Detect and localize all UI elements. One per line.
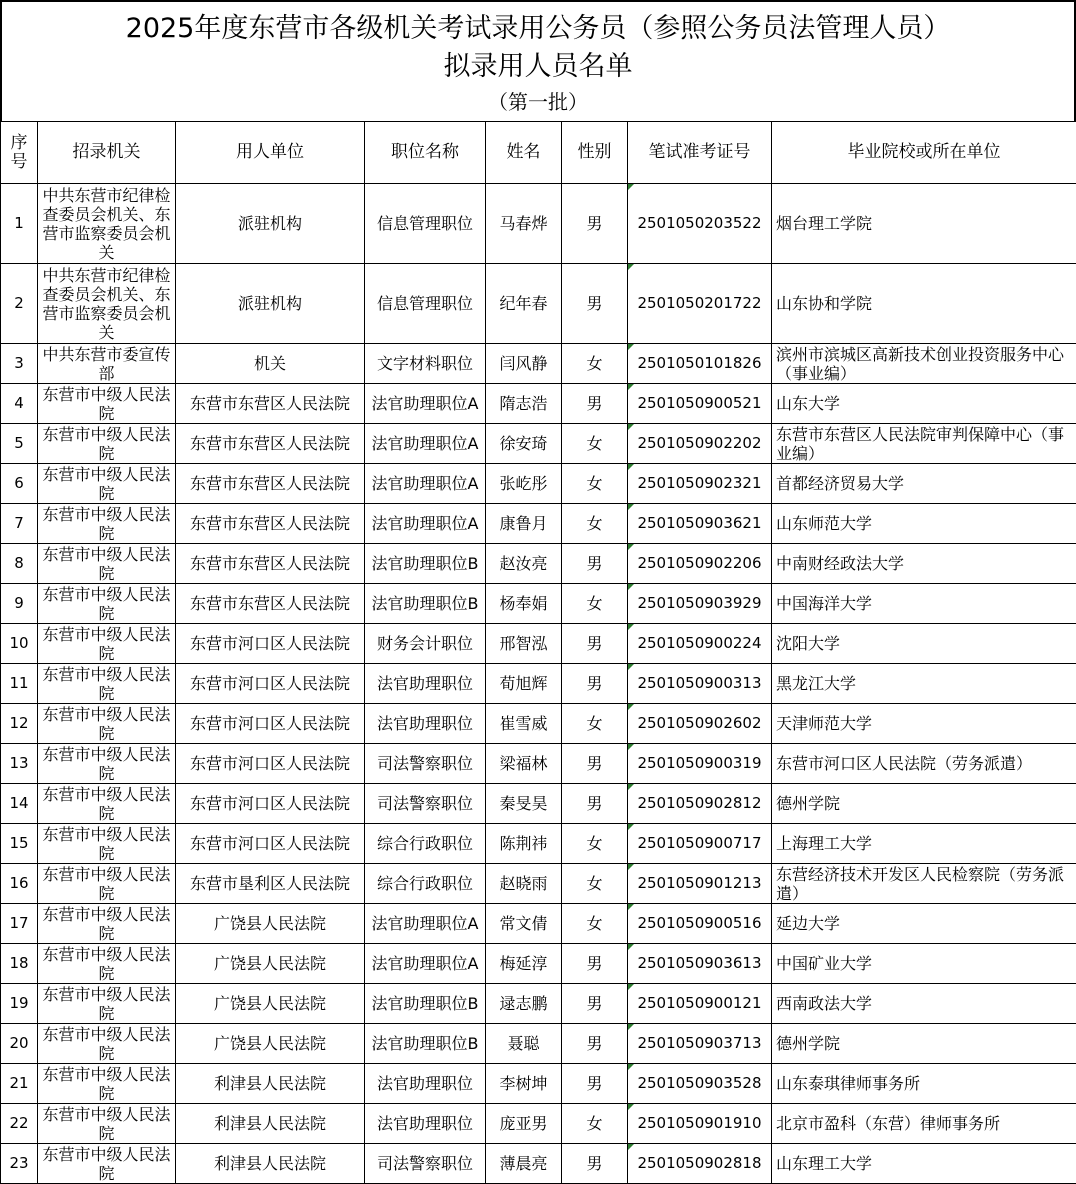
cell-school: 天津师范大学 xyxy=(772,704,1076,744)
cell-unit: 机关 xyxy=(176,344,365,384)
cell-gender: 男 xyxy=(562,984,628,1024)
cell-name: 马春烨 xyxy=(486,184,562,264)
table-row xyxy=(1,944,1076,984)
table-row xyxy=(1,824,1076,864)
cell-unit: 东营市东营区人民法院 xyxy=(176,584,365,624)
cell-gender: 男 xyxy=(562,664,628,704)
cell-position: 财务会计职位 xyxy=(365,624,486,664)
cell-position: 司法警察职位 xyxy=(365,744,486,784)
cell-no: 18 xyxy=(1,944,38,984)
table-row xyxy=(1,544,1076,584)
cell-position: 法官助理职位A xyxy=(365,944,486,984)
cell-exam-id: 2501050902321 xyxy=(628,464,772,504)
cell-agency: 东营市中级人民法院 xyxy=(38,424,176,464)
cell-name: 隋志浩 xyxy=(486,384,562,424)
cell-unit: 东营市河口区人民法院 xyxy=(176,784,365,824)
cell-no: 13 xyxy=(1,744,38,784)
table-row xyxy=(1,1144,1076,1184)
cell-agency: 东营市中级人民法院 xyxy=(38,744,176,784)
cell-name: 荀旭辉 xyxy=(486,664,562,704)
cell-unit: 东营市河口区人民法院 xyxy=(176,744,365,784)
table-row xyxy=(1,904,1076,944)
cell-no: 6 xyxy=(1,464,38,504)
cell-position: 综合行政职位 xyxy=(365,824,486,864)
table-row xyxy=(1,504,1076,544)
cell-position: 法官助理职位A xyxy=(365,384,486,424)
cell-school: 中国海洋大学 xyxy=(772,584,1076,624)
cell-gender: 女 xyxy=(562,1104,628,1144)
cell-name: 梁福林 xyxy=(486,744,562,784)
header-exam-id: 笔试准考证号 xyxy=(628,122,772,184)
cell-exam-id: 2501050903929 xyxy=(628,584,772,624)
cell-gender: 男 xyxy=(562,944,628,984)
cell-name: 秦旻昊 xyxy=(486,784,562,824)
cell-position: 司法警察职位 xyxy=(365,1144,486,1184)
cell-position: 法官助理职位B xyxy=(365,584,486,624)
cell-name: 纪年春 xyxy=(486,264,562,344)
cell-gender: 男 xyxy=(562,1024,628,1064)
cell-agency: 东营市中级人民法院 xyxy=(38,544,176,584)
cell-exam-id: 2501050101826 xyxy=(628,344,772,384)
cell-position: 信息管理职位 xyxy=(365,184,486,264)
cell-no: 4 xyxy=(1,384,38,424)
header-name: 姓名 xyxy=(486,122,562,184)
table-row xyxy=(1,664,1076,704)
cell-no: 8 xyxy=(1,544,38,584)
cell-name: 闫风静 xyxy=(486,344,562,384)
cell-gender: 女 xyxy=(562,584,628,624)
cell-position: 法官助理职位A xyxy=(365,424,486,464)
cell-school: 沈阳大学 xyxy=(772,624,1076,664)
cell-gender: 男 xyxy=(562,744,628,784)
cell-school: 德州学院 xyxy=(772,784,1076,824)
cell-gender: 男 xyxy=(562,264,628,344)
cell-no: 20 xyxy=(1,1024,38,1064)
table-row xyxy=(1,704,1076,744)
cell-name: 康鲁月 xyxy=(486,504,562,544)
cell-no: 16 xyxy=(1,864,38,904)
cell-no: 15 xyxy=(1,824,38,864)
cell-name: 杨奉娟 xyxy=(486,584,562,624)
cell-unit: 广饶县人民法院 xyxy=(176,904,365,944)
cell-unit: 东营市河口区人民法院 xyxy=(176,624,365,664)
cell-no: 1 xyxy=(1,184,38,264)
cell-unit: 东营市东营区人民法院 xyxy=(176,504,365,544)
cell-gender: 男 xyxy=(562,784,628,824)
cell-position: 法官助理职位B xyxy=(365,1024,486,1064)
cell-gender: 男 xyxy=(562,544,628,584)
cell-school: 山东师范大学 xyxy=(772,504,1076,544)
table-body xyxy=(1,184,1076,1184)
title-block xyxy=(0,0,1076,122)
cell-agency: 中共东营市纪律检查委员会机关、东营市监察委员会机关 xyxy=(38,264,176,344)
table-row xyxy=(1,344,1076,384)
cell-no: 5 xyxy=(1,424,38,464)
cell-unit: 东营市东营区人民法院 xyxy=(176,464,365,504)
cell-gender: 男 xyxy=(562,1144,628,1184)
cell-unit: 利津县人民法院 xyxy=(176,1144,365,1184)
cell-exam-id: 2501050903621 xyxy=(628,504,772,544)
cell-gender: 女 xyxy=(562,464,628,504)
cell-gender: 男 xyxy=(562,1064,628,1104)
cell-unit: 派驻机构 xyxy=(176,184,365,264)
cell-agency: 东营市中级人民法院 xyxy=(38,704,176,744)
header-position: 职位名称 xyxy=(365,122,486,184)
cell-school: 山东理工大学 xyxy=(772,1144,1076,1184)
cell-position: 综合行政职位 xyxy=(365,864,486,904)
cell-school: 德州学院 xyxy=(772,1024,1076,1064)
cell-school: 西南政法大学 xyxy=(772,984,1076,1024)
cell-no: 11 xyxy=(1,664,38,704)
cell-school: 东营经济技术开发区人民检察院（劳务派遣） xyxy=(772,864,1076,904)
cell-unit: 东营市东营区人民法院 xyxy=(176,384,365,424)
cell-agency: 东营市中级人民法院 xyxy=(38,1064,176,1104)
table-row xyxy=(1,264,1076,344)
cell-school: 中南财经政法大学 xyxy=(772,544,1076,584)
cell-no: 2 xyxy=(1,264,38,344)
cell-exam-id: 2501050900224 xyxy=(628,624,772,664)
table-row xyxy=(1,464,1076,504)
cell-position: 信息管理职位 xyxy=(365,264,486,344)
cell-unit: 东营市垦利区人民法院 xyxy=(176,864,365,904)
cell-exam-id: 2501050901213 xyxy=(628,864,772,904)
table-row xyxy=(1,1104,1076,1144)
cell-position: 法官助理职位A xyxy=(365,904,486,944)
cell-name: 常文倩 xyxy=(486,904,562,944)
table-row xyxy=(1,424,1076,464)
header-no-label: 序号 xyxy=(11,133,28,172)
table-row xyxy=(1,1024,1076,1064)
cell-no: 22 xyxy=(1,1104,38,1144)
cell-name: 张屹彤 xyxy=(486,464,562,504)
batch-label: （第一批） xyxy=(2,89,1074,115)
cell-school: 黑龙江大学 xyxy=(772,664,1076,704)
cell-position: 文字材料职位 xyxy=(365,344,486,384)
cell-position: 法官助理职位 xyxy=(365,704,486,744)
cell-exam-id: 2501050903613 xyxy=(628,944,772,984)
header-unit: 用人单位 xyxy=(176,122,365,184)
cell-agency: 东营市中级人民法院 xyxy=(38,1104,176,1144)
cell-name: 薄晨亮 xyxy=(486,1144,562,1184)
cell-agency: 东营市中级人民法院 xyxy=(38,664,176,704)
cell-school: 东营市河口区人民法院（劳务派遣） xyxy=(772,744,1076,784)
cell-gender: 女 xyxy=(562,704,628,744)
cell-gender: 女 xyxy=(562,904,628,944)
cell-exam-id: 2501050900717 xyxy=(628,824,772,864)
cell-agency: 东营市中级人民法院 xyxy=(38,944,176,984)
cell-agency: 东营市中级人民法院 xyxy=(38,824,176,864)
cell-gender: 女 xyxy=(562,424,628,464)
cell-name: 逯志鹏 xyxy=(486,984,562,1024)
cell-unit: 广饶县人民法院 xyxy=(176,984,365,1024)
cell-agency: 中共东营市纪律检查委员会机关、东营市监察委员会机关 xyxy=(38,184,176,264)
cell-school: 烟台理工学院 xyxy=(772,184,1076,264)
cell-position: 法官助理职位 xyxy=(365,664,486,704)
cell-position: 法官助理职位B xyxy=(365,984,486,1024)
cell-name: 赵汝亮 xyxy=(486,544,562,584)
cell-exam-id: 2501050901910 xyxy=(628,1104,772,1144)
cell-agency: 东营市中级人民法院 xyxy=(38,584,176,624)
cell-exam-id: 2501050203522 xyxy=(628,184,772,264)
cell-unit: 派驻机构 xyxy=(176,264,365,344)
cell-gender: 女 xyxy=(562,344,628,384)
cell-school: 东营市东营区人民法院审判保障中心（事业编） xyxy=(772,424,1076,464)
cell-no: 3 xyxy=(1,344,38,384)
cell-no: 17 xyxy=(1,904,38,944)
cell-school: 首都经济贸易大学 xyxy=(772,464,1076,504)
cell-position: 法官助理职位 xyxy=(365,1064,486,1104)
cell-unit: 东营市东营区人民法院 xyxy=(176,424,365,464)
cell-school: 山东协和学院 xyxy=(772,264,1076,344)
cell-position: 司法警察职位 xyxy=(365,784,486,824)
cell-agency: 东营市中级人民法院 xyxy=(38,464,176,504)
cell-name: 庞亚男 xyxy=(486,1104,562,1144)
cell-exam-id: 2501050900121 xyxy=(628,984,772,1024)
cell-school: 山东大学 xyxy=(772,384,1076,424)
cell-name: 陈荆祎 xyxy=(486,824,562,864)
document-title: 2025年度东营市各级机关考试录用公务员（参照公务员法管理人员） xyxy=(2,12,1074,46)
cell-gender: 男 xyxy=(562,624,628,664)
cell-no: 9 xyxy=(1,584,38,624)
cell-name: 李树坤 xyxy=(486,1064,562,1104)
cell-agency: 东营市中级人民法院 xyxy=(38,1024,176,1064)
cell-agency: 东营市中级人民法院 xyxy=(38,384,176,424)
cell-exam-id: 2501050902812 xyxy=(628,784,772,824)
header-no xyxy=(1,122,38,184)
table-row xyxy=(1,184,1076,264)
cell-unit: 东营市河口区人民法院 xyxy=(176,824,365,864)
cell-no: 14 xyxy=(1,784,38,824)
cell-agency: 东营市中级人民法院 xyxy=(38,984,176,1024)
cell-no: 21 xyxy=(1,1064,38,1104)
cell-exam-id: 2501050902818 xyxy=(628,1144,772,1184)
cell-name: 聂聪 xyxy=(486,1024,562,1064)
cell-position: 法官助理职位A xyxy=(365,504,486,544)
cell-unit: 广饶县人民法院 xyxy=(176,944,365,984)
cell-school: 上海理工大学 xyxy=(772,824,1076,864)
cell-no: 12 xyxy=(1,704,38,744)
header-agency: 招录机关 xyxy=(38,122,176,184)
cell-exam-id: 2501050900319 xyxy=(628,744,772,784)
cell-gender: 女 xyxy=(562,824,628,864)
cell-gender: 女 xyxy=(562,864,628,904)
cell-exam-id: 2501050900521 xyxy=(628,384,772,424)
cell-position: 法官助理职位B xyxy=(365,544,486,584)
cell-exam-id: 2501050902206 xyxy=(628,544,772,584)
cell-gender: 女 xyxy=(562,504,628,544)
cell-unit: 利津县人民法院 xyxy=(176,1104,365,1144)
header-school: 毕业院校或所在单位 xyxy=(772,122,1076,184)
table-row xyxy=(1,864,1076,904)
cell-unit: 利津县人民法院 xyxy=(176,1064,365,1104)
cell-name: 徐安琦 xyxy=(486,424,562,464)
cell-exam-id: 2501050900516 xyxy=(628,904,772,944)
cell-unit: 东营市河口区人民法院 xyxy=(176,664,365,704)
cell-no: 19 xyxy=(1,984,38,1024)
cell-agency: 东营市中级人民法院 xyxy=(38,624,176,664)
header-gender: 性别 xyxy=(562,122,628,184)
cell-unit: 东营市东营区人民法院 xyxy=(176,544,365,584)
cell-school: 山东泰琪律师事务所 xyxy=(772,1064,1076,1104)
cell-agency: 东营市中级人民法院 xyxy=(38,1144,176,1184)
cell-school: 中国矿业大学 xyxy=(772,944,1076,984)
cell-agency: 东营市中级人民法院 xyxy=(38,504,176,544)
cell-name: 崔雪威 xyxy=(486,704,562,744)
cell-name: 梅延淳 xyxy=(486,944,562,984)
cell-position: 法官助理职位A xyxy=(365,464,486,504)
table-row xyxy=(1,584,1076,624)
cell-position: 法官助理职位 xyxy=(365,1104,486,1144)
cell-exam-id: 2501050201722 xyxy=(628,264,772,344)
candidate-table xyxy=(0,121,1076,1184)
cell-unit: 广饶县人民法院 xyxy=(176,1024,365,1064)
table-row xyxy=(1,624,1076,664)
cell-gender: 男 xyxy=(562,384,628,424)
cell-agency: 东营市中级人民法院 xyxy=(38,864,176,904)
table-row xyxy=(1,984,1076,1024)
cell-no: 23 xyxy=(1,1144,38,1184)
cell-gender: 男 xyxy=(562,184,628,264)
table-row xyxy=(1,744,1076,784)
document-subtitle: 拟录用人员名单 xyxy=(2,50,1074,84)
cell-exam-id: 2501050902602 xyxy=(628,704,772,744)
cell-name: 邢智泓 xyxy=(486,624,562,664)
cell-exam-id: 2501050900313 xyxy=(628,664,772,704)
cell-name: 赵晓雨 xyxy=(486,864,562,904)
cell-agency: 东营市中级人民法院 xyxy=(38,784,176,824)
table-header-row xyxy=(1,122,1076,184)
table-row xyxy=(1,784,1076,824)
cell-agency: 中共东营市委宣传部 xyxy=(38,344,176,384)
table-row xyxy=(1,384,1076,424)
cell-unit: 东营市河口区人民法院 xyxy=(176,704,365,744)
cell-exam-id: 2501050903528 xyxy=(628,1064,772,1104)
cell-school: 延边大学 xyxy=(772,904,1076,944)
cell-exam-id: 2501050902202 xyxy=(628,424,772,464)
cell-school: 滨州市滨城区高新技术创业投资服务中心（事业编） xyxy=(772,344,1076,384)
cell-agency: 东营市中级人民法院 xyxy=(38,904,176,944)
table-row xyxy=(1,1064,1076,1104)
cell-exam-id: 2501050903713 xyxy=(628,1024,772,1064)
cell-school: 北京市盈科（东营）律师事务所 xyxy=(772,1104,1076,1144)
cell-no: 10 xyxy=(1,624,38,664)
cell-no: 7 xyxy=(1,504,38,544)
